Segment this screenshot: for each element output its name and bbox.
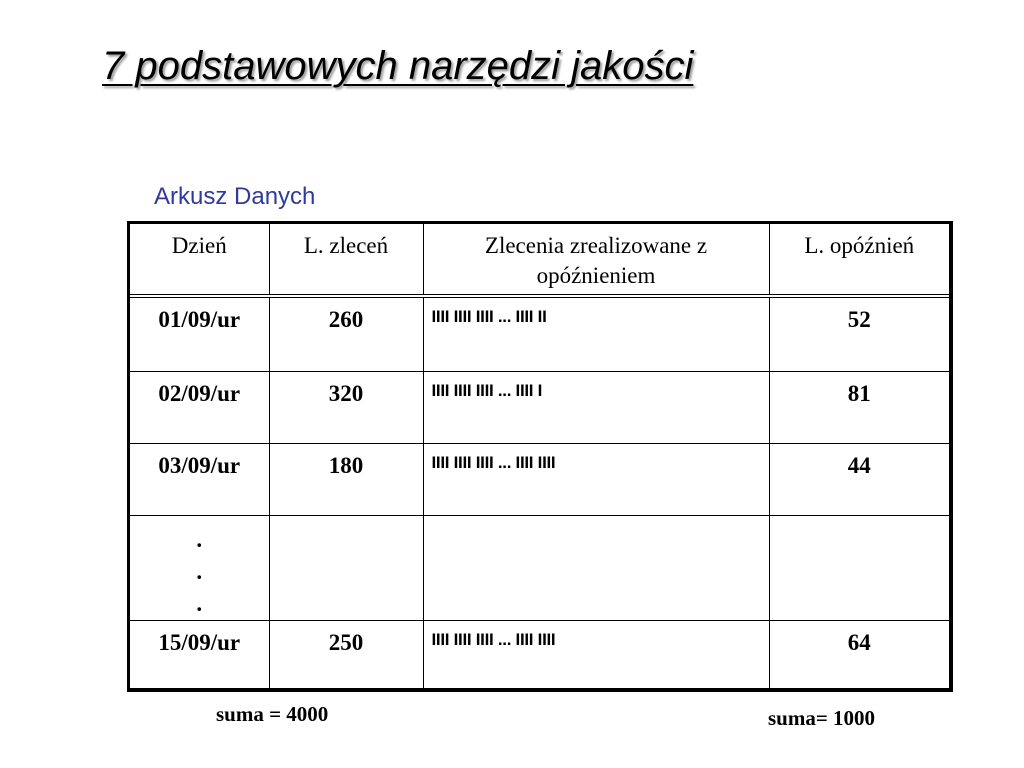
cell-tally: IIII IIII IIII ... IIII IIII [423,443,769,515]
cell-day: 01/09/ur [130,296,269,371]
cell-orders: 260 [269,296,423,371]
cell-orders: 180 [269,443,423,515]
table-row [130,371,949,443]
cell-empty [269,515,423,620]
cell-empty [423,515,769,620]
delays-sum: suma= 1000 [768,706,876,730]
cell-delays: 52 [769,296,949,371]
cell-empty [769,515,949,620]
header-day: Dzień [171,233,227,258]
slide-title: 7 podstawowych narzędzi jakości [102,44,694,88]
cell-day: 02/09/ur [130,371,269,443]
ellipsis-dots [130,516,269,620]
cell-orders: 250 [269,620,423,692]
cell-tally: IIII IIII IIII ... IIII II [423,296,769,371]
cell-tally: IIII IIII IIII ... IIII I [423,371,769,443]
cell-day: 03/09/ur [130,443,269,515]
data-sheet-frame [127,221,953,692]
orders-sum: suma = 4000 [216,702,329,726]
ellipsis-dot: . [196,526,203,552]
cell-day: 15/09/ur [130,620,269,692]
cell-delays: 44 [769,443,949,515]
table-row [130,296,949,371]
header-orders: L. zleceń [269,224,423,296]
cell-ellipsis [130,515,269,620]
data-sheet-table [130,224,949,692]
cell-orders: 320 [269,371,423,443]
table-row [130,443,949,515]
ellipsis-dot: . [196,590,203,616]
header-late-orders: Zlecenia zrealizowane z opóźnieniem [423,224,769,296]
table-row-ellipsis [130,515,949,620]
ellipsis-dot: . [196,558,203,584]
cell-delays: 81 [769,371,949,443]
sheet-heading: Arkusz Danych [154,183,316,210]
table-header-row [130,224,949,296]
cell-delays: 64 [769,620,949,692]
table-row [130,620,949,692]
cell-tally: IIII IIII IIII ... IIII IIII [423,620,769,692]
header-delays: L. opóźnień [769,224,949,296]
